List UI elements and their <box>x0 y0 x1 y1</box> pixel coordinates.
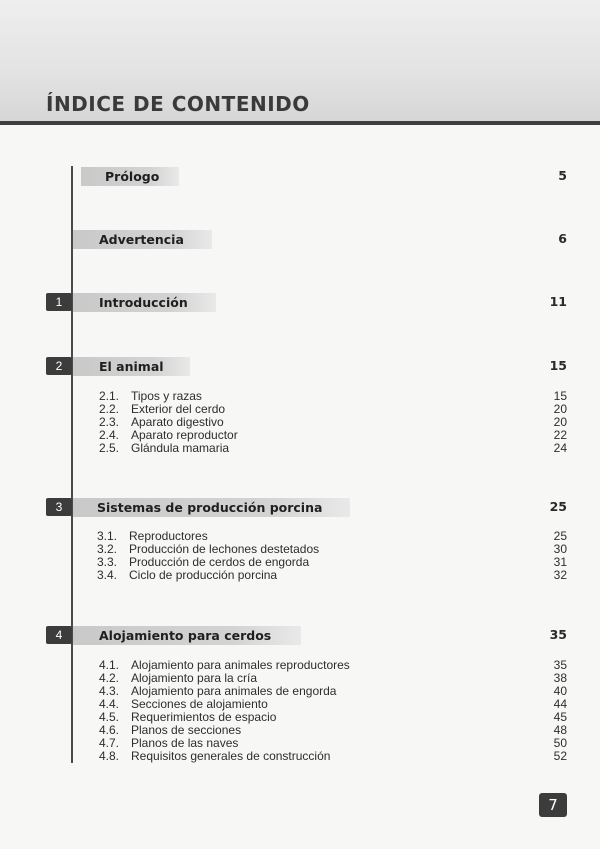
toc-item[interactable]: 2.5. Glándula mamaria 24 <box>99 441 567 455</box>
chapter-badge: 4 <box>46 626 72 644</box>
section-page: 15 <box>549 358 567 373</box>
toc-item[interactable]: 2.4. Aparato reproductor 22 <box>99 428 567 442</box>
section-page: 35 <box>549 627 567 642</box>
chapter-badge: 3 <box>46 498 72 516</box>
toc-section-4[interactable] <box>0 626 600 646</box>
toc-item[interactable]: 3.1. Reproductores 25 <box>97 529 567 543</box>
toc-section-advertencia[interactable] <box>0 230 600 250</box>
section-page: 6 <box>558 231 567 246</box>
section-title[interactable]: Sistemas de producción porcina <box>73 498 350 517</box>
page-title: ÍNDICE DE CONTENIDO <box>46 92 310 116</box>
toc-item[interactable]: 4.6. Planos de secciones 48 <box>99 723 567 737</box>
toc-item[interactable]: 3.3. Producción de cerdos de engorda 31 <box>97 555 567 569</box>
section-title[interactable]: Introducción <box>73 293 216 312</box>
toc-section-3[interactable] <box>0 498 600 518</box>
header-rule <box>0 121 600 125</box>
toc-section-prologo[interactable] <box>0 167 600 187</box>
section-page: 11 <box>549 294 567 309</box>
toc-item[interactable]: 4.1. Alojamiento para animales reproductores 35 <box>99 658 567 672</box>
toc-item[interactable]: 4.4. Secciones de alojamiento 44 <box>99 697 567 711</box>
toc-item[interactable]: 4.2. Alojamiento para la cría 38 <box>99 671 567 685</box>
toc-item[interactable]: 4.3. Alojamiento para animales de engorda 40 <box>99 684 567 698</box>
toc-item[interactable]: 4.7. Planos de las naves 50 <box>99 736 567 750</box>
section-title[interactable]: Prólogo <box>81 167 179 186</box>
section-title[interactable]: Alojamiento para cerdos <box>73 626 301 645</box>
section-title[interactable]: El animal <box>73 357 190 376</box>
toc-item[interactable]: 2.1. Tipos y razas 15 <box>99 389 567 403</box>
section-title[interactable]: Advertencia <box>73 230 212 249</box>
section-page: 25 <box>549 499 567 514</box>
toc-section-1[interactable] <box>0 293 600 313</box>
toc-item[interactable]: 4.8. Requisitos generales de construcción 52 <box>99 749 567 763</box>
toc-item[interactable]: 2.3. Aparato digestivo 20 <box>99 415 567 429</box>
toc-item[interactable]: 2.2. Exterior del cerdo 20 <box>99 402 567 416</box>
section-page: 5 <box>558 168 567 183</box>
toc-item[interactable]: 4.5. Requerimientos de espacio 45 <box>99 710 567 724</box>
chapter-badge: 2 <box>46 357 72 375</box>
toc-item[interactable]: 3.4. Ciclo de producción porcina 32 <box>97 568 567 582</box>
chapter-badge: 1 <box>46 293 72 311</box>
page-number-badge: 7 <box>539 793 567 817</box>
toc-section-2[interactable] <box>0 357 600 377</box>
toc-item[interactable]: 3.2. Producción de lechones destetados 30 <box>97 542 567 556</box>
